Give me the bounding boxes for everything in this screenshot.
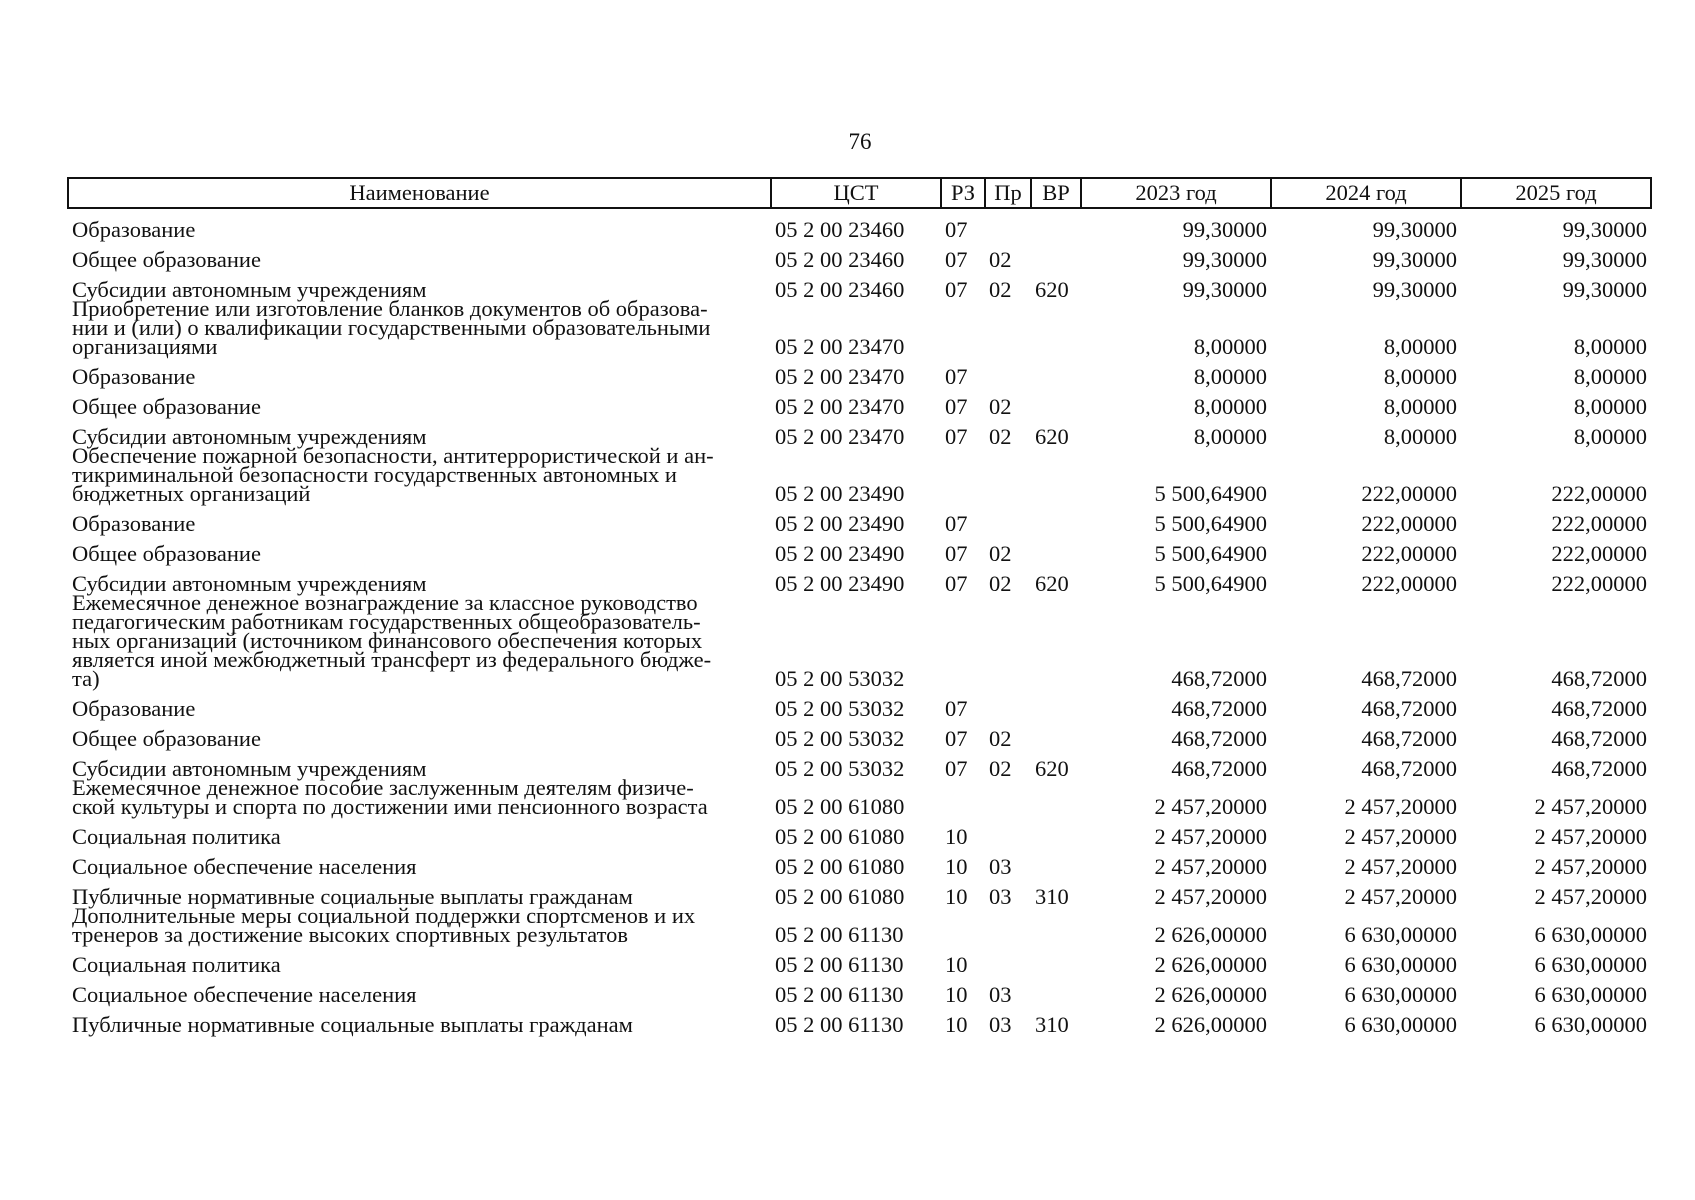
row-2023: 468,72000 [1171, 666, 1267, 691]
row-cst: 05 2 00 61130 [775, 952, 904, 977]
table-row [68, 239, 1651, 269]
row-pr [985, 208, 1031, 239]
row-2025: 222,00000 [1551, 511, 1647, 536]
row-name-line: бюджетных организаций [72, 481, 311, 506]
row-vr: 620 [1035, 277, 1069, 302]
row-name-line: Приобретение или изготовление бланков документов об образова- [72, 296, 708, 321]
row-name: Субсидии автономным учреждениям [72, 277, 427, 302]
table-row [68, 533, 1651, 563]
table-row [68, 748, 1651, 778]
row-2024: 222,00000 [1361, 571, 1457, 596]
row-vr [1031, 816, 1081, 846]
row-vr: 620 [1035, 571, 1069, 596]
header-name: Наименование [68, 178, 771, 208]
row-rz: 07 [945, 364, 968, 389]
row-2023: 8,00000 [1193, 394, 1267, 419]
row-pr [985, 944, 1031, 974]
row-name-line: организациями [72, 334, 218, 359]
row-rz: 07 [945, 247, 968, 272]
row-pr: 02 [989, 277, 1012, 302]
table-row [68, 299, 1651, 356]
row-name: Публичные нормативные социальные выплаты гражданам [72, 884, 633, 909]
row-2025: 99,30000 [1562, 277, 1647, 302]
row-2023: 468,72000 [1171, 726, 1267, 751]
row-cst: 05 2 00 23490 [775, 571, 905, 596]
row-2024: 468,72000 [1361, 726, 1457, 751]
row-2025: 2 457,20000 [1534, 854, 1647, 879]
row-rz: 07 [945, 756, 968, 781]
header-2024: 2024 год [1271, 178, 1461, 208]
row-name: Субсидии автономным учреждениям [72, 756, 427, 781]
table-row [68, 974, 1651, 1004]
row-pr: 03 [989, 1012, 1012, 1037]
row-pr [985, 299, 1031, 356]
table-row [68, 718, 1651, 748]
table-body [68, 208, 1651, 1037]
row-name: Общее образование [72, 247, 261, 272]
row-name [68, 903, 771, 947]
row-2023: 2 457,20000 [1154, 854, 1267, 879]
row-vr [1031, 944, 1081, 974]
row-2024: 6 630,00000 [1344, 1012, 1457, 1037]
row-vr [1031, 299, 1081, 356]
row-pr [985, 816, 1031, 846]
table-row [68, 416, 1651, 446]
row-name-line: тренеров за достижение высоких спортивных результатов [72, 922, 628, 947]
row-2024: 8,00000 [1383, 334, 1457, 359]
row-name: Публичные нормативные социальные выплаты гражданам [72, 1012, 633, 1037]
table-row [68, 1004, 1651, 1034]
row-pr: 02 [989, 726, 1012, 751]
row-2023: 2 626,00000 [1154, 952, 1267, 977]
row-vr [1031, 356, 1081, 386]
table-row [68, 846, 1651, 876]
row-name: Субсидии автономным учреждениям [72, 424, 427, 449]
row-rz [941, 906, 985, 944]
row-cst: 05 2 00 23460 [775, 217, 905, 242]
row-2023: 2 626,00000 [1154, 982, 1267, 1007]
row-2024: 99,30000 [1372, 247, 1457, 272]
row-2024: 222,00000 [1361, 511, 1457, 536]
row-pr [985, 446, 1031, 503]
row-vr [1031, 718, 1081, 748]
row-rz: 10 [945, 884, 968, 909]
table-row [68, 876, 1651, 906]
row-2024: 2 457,20000 [1344, 854, 1457, 879]
row-name [68, 296, 771, 359]
row-2024: 8,00000 [1383, 364, 1457, 389]
row-cst: 05 2 00 61080 [775, 824, 905, 849]
table-row [68, 906, 1651, 944]
row-pr [985, 778, 1031, 816]
row-cst: 05 2 00 23490 [775, 481, 905, 506]
row-2023: 468,72000 [1171, 756, 1267, 781]
row-2023: 8,00000 [1193, 364, 1267, 389]
row-cst: 05 2 00 53032 [775, 756, 905, 781]
row-vr [1031, 533, 1081, 563]
header-2025: 2025 год [1461, 178, 1651, 208]
row-name: Общее образование [72, 726, 261, 751]
row-name [68, 775, 771, 819]
row-name-line: педагогическим работникам государственных общеобразователь- [72, 609, 701, 634]
row-vr [1031, 503, 1081, 533]
row-2024: 6 630,00000 [1344, 982, 1457, 1007]
row-cst: 05 2 00 53032 [775, 666, 905, 691]
table-row [68, 356, 1651, 386]
row-rz: 10 [945, 854, 968, 879]
row-pr: 03 [989, 982, 1012, 1007]
row-cst: 05 2 00 61080 [775, 794, 905, 819]
row-2025: 99,30000 [1562, 247, 1647, 272]
row-2023: 2 457,20000 [1154, 794, 1267, 819]
row-rz [941, 778, 985, 816]
row-name: Общее образование [72, 541, 261, 566]
row-2025: 99,30000 [1562, 217, 1647, 242]
row-pr: 02 [989, 424, 1012, 449]
row-rz: 10 [945, 824, 968, 849]
row-2024: 8,00000 [1383, 424, 1457, 449]
row-cst: 05 2 00 23490 [775, 511, 905, 536]
header-2023: 2023 год [1081, 178, 1271, 208]
row-pr [985, 503, 1031, 533]
row-2024: 468,72000 [1361, 666, 1457, 691]
row-2025: 222,00000 [1551, 571, 1647, 596]
row-rz: 10 [945, 982, 968, 1007]
row-2023: 468,72000 [1171, 696, 1267, 721]
row-cst: 05 2 00 61130 [775, 1012, 904, 1037]
row-vr [1031, 778, 1081, 816]
row-2025: 8,00000 [1573, 394, 1647, 419]
row-2024: 222,00000 [1361, 481, 1457, 506]
row-2025: 6 630,00000 [1534, 982, 1647, 1007]
row-2023: 2 457,20000 [1154, 884, 1267, 909]
row-cst: 05 2 00 23460 [775, 247, 905, 272]
table-row [68, 386, 1651, 416]
table-header [68, 178, 1651, 208]
row-cst: 05 2 00 61130 [775, 982, 904, 1007]
row-cst: 05 2 00 23470 [775, 394, 905, 419]
row-2024: 2 457,20000 [1344, 824, 1457, 849]
header-cst: ЦСТ [771, 178, 941, 208]
row-pr: 02 [989, 541, 1012, 566]
row-cst: 05 2 00 61130 [775, 922, 904, 947]
row-vr [1031, 906, 1081, 944]
row-2023: 8,00000 [1193, 334, 1267, 359]
row-2025: 2 457,20000 [1534, 824, 1647, 849]
table-row [68, 503, 1651, 533]
row-vr [1031, 208, 1081, 239]
row-rz [941, 593, 985, 688]
row-name-line: ской культуры и спорта по достижении ими пенсионного возраста [72, 794, 708, 819]
row-cst: 05 2 00 23490 [775, 541, 905, 566]
row-vr: 620 [1035, 424, 1069, 449]
table-row [68, 208, 1651, 239]
row-2025: 8,00000 [1573, 364, 1647, 389]
row-name-line: Обеспечение пожарной безопасности, антитеррористической и ан- [72, 443, 714, 468]
row-2023: 2 626,00000 [1154, 1012, 1267, 1037]
row-2025: 8,00000 [1573, 334, 1647, 359]
row-name: Социальное обеспечение населения [72, 982, 417, 1007]
row-2025: 222,00000 [1551, 541, 1647, 566]
row-2023: 99,30000 [1182, 247, 1267, 272]
row-pr [985, 593, 1031, 688]
row-name-line: ных организаций (источником финансового обеспечения которых [72, 628, 703, 653]
row-2024: 99,30000 [1372, 277, 1457, 302]
row-2025: 6 630,00000 [1534, 922, 1647, 947]
row-rz [941, 446, 985, 503]
row-pr: 02 [989, 247, 1012, 272]
row-2024: 8,00000 [1383, 394, 1457, 419]
table-row [68, 778, 1651, 816]
row-name: Социальная политика [72, 824, 281, 849]
table-row [68, 593, 1651, 688]
row-2023: 5 500,64900 [1154, 571, 1267, 596]
row-rz: 10 [945, 952, 968, 977]
row-vr: 310 [1035, 884, 1069, 909]
row-2025: 468,72000 [1551, 756, 1647, 781]
row-2023: 5 500,64900 [1154, 541, 1267, 566]
row-2025: 6 630,00000 [1534, 1012, 1647, 1037]
row-rz: 07 [945, 394, 968, 419]
row-pr [985, 906, 1031, 944]
row-vr: 620 [1035, 756, 1069, 781]
row-name: Образование [72, 696, 196, 721]
row-2024: 2 457,20000 [1344, 884, 1457, 909]
row-2023: 5 500,64900 [1154, 511, 1267, 536]
row-rz: 07 [945, 424, 968, 449]
row-name: Социальное обеспечение населения [72, 854, 417, 879]
table-row [68, 563, 1651, 593]
row-vr [1031, 846, 1081, 876]
row-2023: 99,30000 [1182, 217, 1267, 242]
row-rz: 07 [945, 217, 968, 242]
row-rz: 07 [945, 571, 968, 596]
row-2023: 2 626,00000 [1154, 922, 1267, 947]
row-cst: 05 2 00 61080 [775, 884, 905, 909]
row-2023: 99,30000 [1182, 277, 1267, 302]
row-name: Образование [72, 364, 196, 389]
row-name-line: та) [72, 666, 100, 691]
row-2025: 6 630,00000 [1534, 952, 1647, 977]
row-name-line: Ежемесячное денежное пособие заслуженным деятелям физиче- [72, 775, 694, 800]
header-vr: ВР [1031, 178, 1081, 208]
row-pr: 02 [989, 571, 1012, 596]
row-cst: 05 2 00 23470 [775, 334, 905, 359]
row-2025: 468,72000 [1551, 726, 1647, 751]
row-rz: 07 [945, 277, 968, 302]
budget-table [67, 177, 1652, 1037]
row-2025: 468,72000 [1551, 666, 1647, 691]
table-row [68, 816, 1651, 846]
header-rz: РЗ [941, 178, 985, 208]
row-pr: 02 [989, 756, 1012, 781]
table-row [68, 944, 1651, 974]
row-cst: 05 2 00 23470 [775, 424, 905, 449]
row-2024: 2 457,20000 [1344, 794, 1457, 819]
row-vr [1031, 593, 1081, 688]
row-cst: 05 2 00 23470 [775, 364, 905, 389]
row-2024: 99,30000 [1372, 217, 1457, 242]
row-name-line: Дополнительные меры социальной поддержки спортсменов и их [72, 903, 696, 928]
row-name-line: Ежемесячное денежное вознаграждение за классное руководство [72, 590, 698, 615]
row-2025: 2 457,20000 [1534, 794, 1647, 819]
row-vr [1031, 974, 1081, 1004]
row-vr [1031, 688, 1081, 718]
page-number: 76 [848, 129, 872, 154]
row-rz: 07 [945, 726, 968, 751]
row-rz: 07 [945, 511, 968, 536]
row-pr: 03 [989, 884, 1012, 909]
row-name: Общее образование [72, 394, 261, 419]
row-pr: 02 [989, 394, 1012, 419]
row-rz: 07 [945, 541, 968, 566]
row-rz: 10 [945, 1012, 968, 1037]
row-name: Образование [72, 511, 196, 536]
row-2024: 468,72000 [1361, 756, 1457, 781]
row-2024: 6 630,00000 [1344, 952, 1457, 977]
row-2023: 2 457,20000 [1154, 824, 1267, 849]
row-2025: 222,00000 [1551, 481, 1647, 506]
row-pr [985, 356, 1031, 386]
row-cst: 05 2 00 23460 [775, 277, 905, 302]
row-2023: 5 500,64900 [1154, 481, 1267, 506]
row-vr [1031, 386, 1081, 416]
row-cst: 05 2 00 61080 [775, 854, 905, 879]
row-vr: 310 [1035, 1012, 1069, 1037]
row-rz: 07 [945, 696, 968, 721]
row-name [68, 443, 771, 506]
row-name: Социальная политика [72, 952, 281, 977]
row-name: Образование [72, 217, 196, 242]
row-2024: 222,00000 [1361, 541, 1457, 566]
row-pr: 03 [989, 854, 1012, 879]
row-name: Субсидии автономным учреждениям [72, 571, 427, 596]
row-name-line: нии и (или) о квалификации государственными образовательными [72, 315, 711, 340]
header-pr: Пр [985, 178, 1031, 208]
row-name [68, 590, 771, 691]
row-name-line: является иной межбюджетный трансферт из федерального бюдже- [72, 647, 712, 672]
row-2025: 2 457,20000 [1534, 884, 1647, 909]
table-row [68, 688, 1651, 718]
row-pr [985, 688, 1031, 718]
row-vr [1031, 446, 1081, 503]
row-rz [941, 299, 985, 356]
row-cst: 05 2 00 53032 [775, 696, 905, 721]
table-row [68, 446, 1651, 503]
row-2024: 468,72000 [1361, 696, 1457, 721]
row-2025: 468,72000 [1551, 696, 1647, 721]
row-name-line: тикриминальной безопасности государственных автономных и [72, 462, 677, 487]
row-2024: 6 630,00000 [1344, 922, 1457, 947]
row-vr [1031, 239, 1081, 269]
row-2023: 8,00000 [1193, 424, 1267, 449]
table-row [68, 269, 1651, 299]
row-cst: 05 2 00 53032 [775, 726, 905, 751]
row-2025: 8,00000 [1573, 424, 1647, 449]
